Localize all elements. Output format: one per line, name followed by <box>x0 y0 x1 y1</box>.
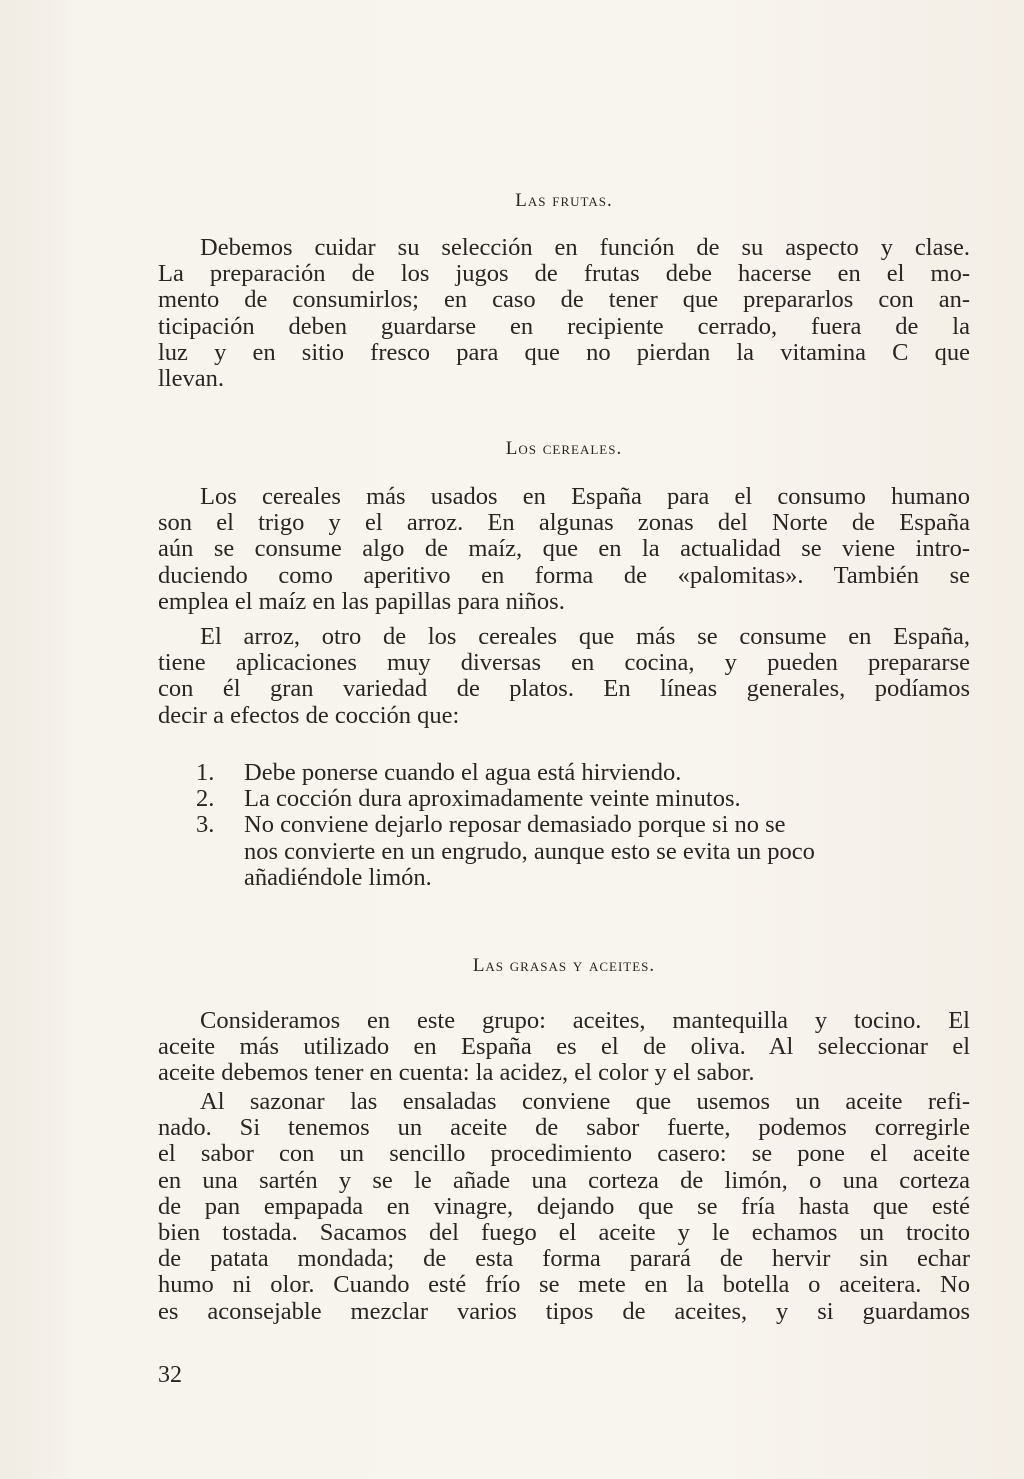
text-line: de patata mondada; de esta forma parará de hervir sin echar <box>158 1245 970 1273</box>
list-item <box>196 786 976 812</box>
list-item <box>196 812 976 891</box>
text-line: el sabor con un sencillo procedimiento casero: se pone el aceite <box>158 1140 970 1168</box>
text-line: bien tostada. Sacamos del fuego el aceite y le echamos un trocito <box>158 1219 970 1247</box>
list-number: 3. <box>196 811 215 839</box>
cooking-list <box>196 760 976 891</box>
text-line: mento de consumirlos; en caso de tener que prepararlos con an- <box>158 286 970 314</box>
text-line: es aconsejable mezclar varios tipos de aceites, y si guardamos <box>158 1297 970 1325</box>
text-line: aceite más utilizado en España es el de oliva. Al seleccionar el <box>158 1033 970 1061</box>
text-line: Los cereales más usados en España para el consumo humano <box>200 483 970 510</box>
text-line: La preparación de los jugos de frutas debe hacerse en el mo- <box>158 260 970 288</box>
text-line: La cocción dura aproximadamente veinte minutos. <box>244 785 741 813</box>
paragraph-frutas <box>158 235 970 392</box>
text-line: nos convierte en un engrudo, aunque esto se evita un poco <box>244 837 815 865</box>
text-line: llevan. <box>158 365 224 393</box>
text-line: son el trigo y el arroz. En algunas zonas del Norte de España <box>158 509 970 537</box>
text-line: tiene aplicaciones muy diversas en cocina, y pueden prepararse <box>158 649 970 677</box>
text-line: Consideramos en este grupo: aceites, mantequilla y tocino. El <box>200 1007 970 1034</box>
text-line: Al sazonar las ensaladas conviene que usemos un aceite refi- <box>200 1088 970 1115</box>
list-text <box>244 812 815 891</box>
text-line: ticipación deben guardarse en recipiente cerrado, fuera de la <box>158 312 970 340</box>
list-text <box>244 760 681 786</box>
section-title-grasas: Las grasas y aceites. <box>472 955 656 976</box>
list-number: 2. <box>196 785 215 813</box>
text-line: Debe ponerse cuando el agua está hirviendo. <box>244 759 682 786</box>
paragraph-cereales-2 <box>158 624 970 729</box>
text-line: aún se consume algo de maíz, que en la actualidad se viene intro- <box>158 535 970 563</box>
text-line: añadiéndole limón. <box>244 863 432 891</box>
text-line: luz y en sitio fresco para que no pierdan la vitamina C que <box>158 338 970 366</box>
paragraph-grasas-1 <box>158 1008 970 1087</box>
section-title-cereales: Los cereales. <box>505 438 623 459</box>
text-line: El arroz, otro de los cereales que más se consume en España, <box>200 623 970 650</box>
text-line: con él gran variedad de platos. En líneas generales, podíamos <box>158 675 970 703</box>
text-line: decir a efectos de cocción que: <box>158 701 460 729</box>
page-number: 32 <box>158 1362 182 1388</box>
text-line: aceite debemos tener en cuenta: la acidez, el color y el sabor. <box>158 1059 755 1087</box>
list-number: 1. <box>196 759 215 786</box>
list-item <box>196 760 976 786</box>
text-line: humo ni olor. Cuando esté frío se mete en la botella o aceitera. No <box>158 1271 970 1299</box>
text-line: emplea el maíz en las papillas para niños. <box>158 587 565 615</box>
paragraph-cereales-1 <box>158 484 970 615</box>
text-line: en una sartén y se le añade una corteza de limón, o una corteza <box>158 1166 970 1194</box>
paragraph-grasas-2 <box>158 1089 970 1325</box>
text-line: No conviene dejarlo reposar demasiado porque si no se <box>244 811 786 839</box>
list-text <box>244 786 741 812</box>
text-line: Debemos cuidar su selección en función de su aspecto y clase. <box>200 234 970 261</box>
text-line: duciendo como aperitivo en forma de «palomitas». También se <box>158 561 970 589</box>
text-line: nado. Si tenemos un aceite de sabor fuerte, podemos corregirle <box>158 1114 970 1142</box>
section-title-frutas: Las frutas. <box>515 190 613 211</box>
text-line: de pan empapada en vinagre, dejando que se fría hasta que esté <box>158 1192 970 1220</box>
